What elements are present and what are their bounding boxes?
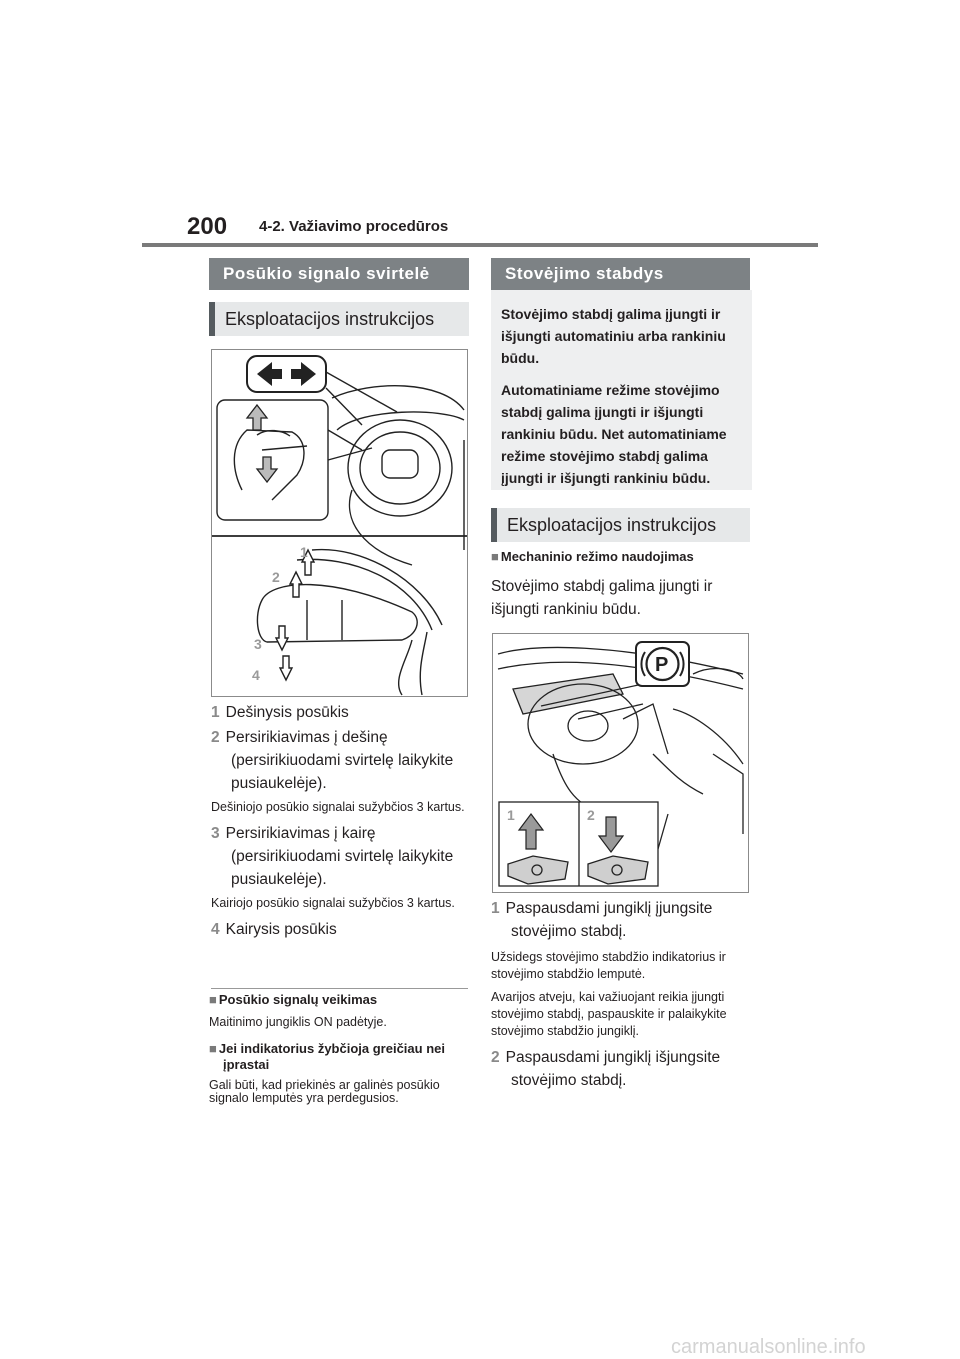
lever-label-2: 2 [272, 569, 280, 585]
info-text: Stovėjimo stabdį galima įjungti ir išjungti automatiniu arba rankiniu būdu. [501, 306, 726, 366]
lever-label-3: 3 [254, 636, 262, 652]
topic-heading: ■ Posūkio signalų veikimas [209, 992, 378, 1007]
intro-text: Stovėjimo stabdį galima įjungti ir išjungti rankiniu būdu. [491, 578, 713, 618]
list-item: 4 Kairysis posūkis [211, 921, 337, 938]
turn-signal-lever-figure [211, 349, 468, 697]
list-item: 1 Paspausdami jungiklį įjungsite stovėjimo stabdį. [491, 900, 713, 940]
subsection-title-instructions: Eksploatacijos instrukcijos [491, 508, 750, 542]
parking-brake-figure [492, 633, 749, 893]
topic-heading: ■ Jei indikatorius žybčioja greičiau nei įprastai [209, 1041, 445, 1072]
turn-signal-illustration [212, 350, 467, 696]
parking-brake-info-box [491, 290, 752, 490]
list-item: 1 Dešinysis posūkis [211, 704, 349, 721]
note-text: Dešiniojo posūkio signalai sužybčios 3 kartus. [211, 800, 465, 814]
subsection-title-instructions: Eksploatacijos instrukcijos [209, 302, 469, 336]
inset-label-2: 2 [587, 807, 595, 823]
topic-text: Gali būti, kad priekinės ar galinės posūkio signalo lemputės yra perdegusios. [209, 1078, 440, 1105]
list-item: 2 Persirikiavimas į dešinę (persirikiuodami svirtelę laikykite pusiaukelėje). [211, 729, 454, 792]
turn-signal-list [211, 701, 469, 941]
lever-label-4: 4 [252, 667, 260, 683]
parking-brake-illustration [493, 634, 748, 892]
note-text: Kairiojo posūkio signalai sužybčios 3 kartus. [211, 896, 455, 910]
section-title-turn-signal: Posūkio signalo svirtelė [209, 258, 469, 290]
section-title-parking-brake: Stovėjimo stabdys [491, 258, 750, 290]
list-item: 3 Persirikiavimas į kairę (persirikiuodami svirtelę laikykite pusiaukelėje). [211, 825, 454, 888]
topic-heading: ■ Mechaninio režimo naudojimas [491, 549, 694, 564]
note-text: Avarijos atveju, kai važiuojant reikia įjungti stovėjimo stabdį, paspauskite ir palaikykite stovėjimo stabdžio jungiklį. [491, 990, 727, 1038]
list-item: 2 Paspausdami jungiklį išjungsite stovėjimo stabdį. [491, 1049, 721, 1089]
lever-label-1: 1 [300, 544, 308, 560]
parking-brake-intro [491, 549, 753, 621]
parking-p-symbol: P [655, 654, 669, 676]
chapter-title: 4-2. Važiavimo procedūros [259, 218, 449, 235]
watermark: carmanualsonline.info [671, 1336, 866, 1358]
turn-signal-topics [209, 992, 469, 1105]
parking-brake-list [491, 897, 753, 1092]
header-rule [142, 243, 818, 247]
inset-label-1: 1 [507, 807, 515, 823]
topic-text: Maitinimo jungiklis ON padėtyje. [209, 1015, 387, 1029]
note-text: Užsidegs stovėjimo stabdžio indikatorius ir stovėjimo stabdžio lemputė. [491, 950, 726, 981]
divider [211, 988, 468, 989]
info-text: Automatiniame režime stovėjimo stabdį galima įjungti ir išjungti rankiniu būdu. Net automatiniame režime stovėjimo stabdį galima įjungti ir išjungti rankiniu būdu. [501, 382, 727, 486]
page-number: 200 [187, 213, 228, 240]
